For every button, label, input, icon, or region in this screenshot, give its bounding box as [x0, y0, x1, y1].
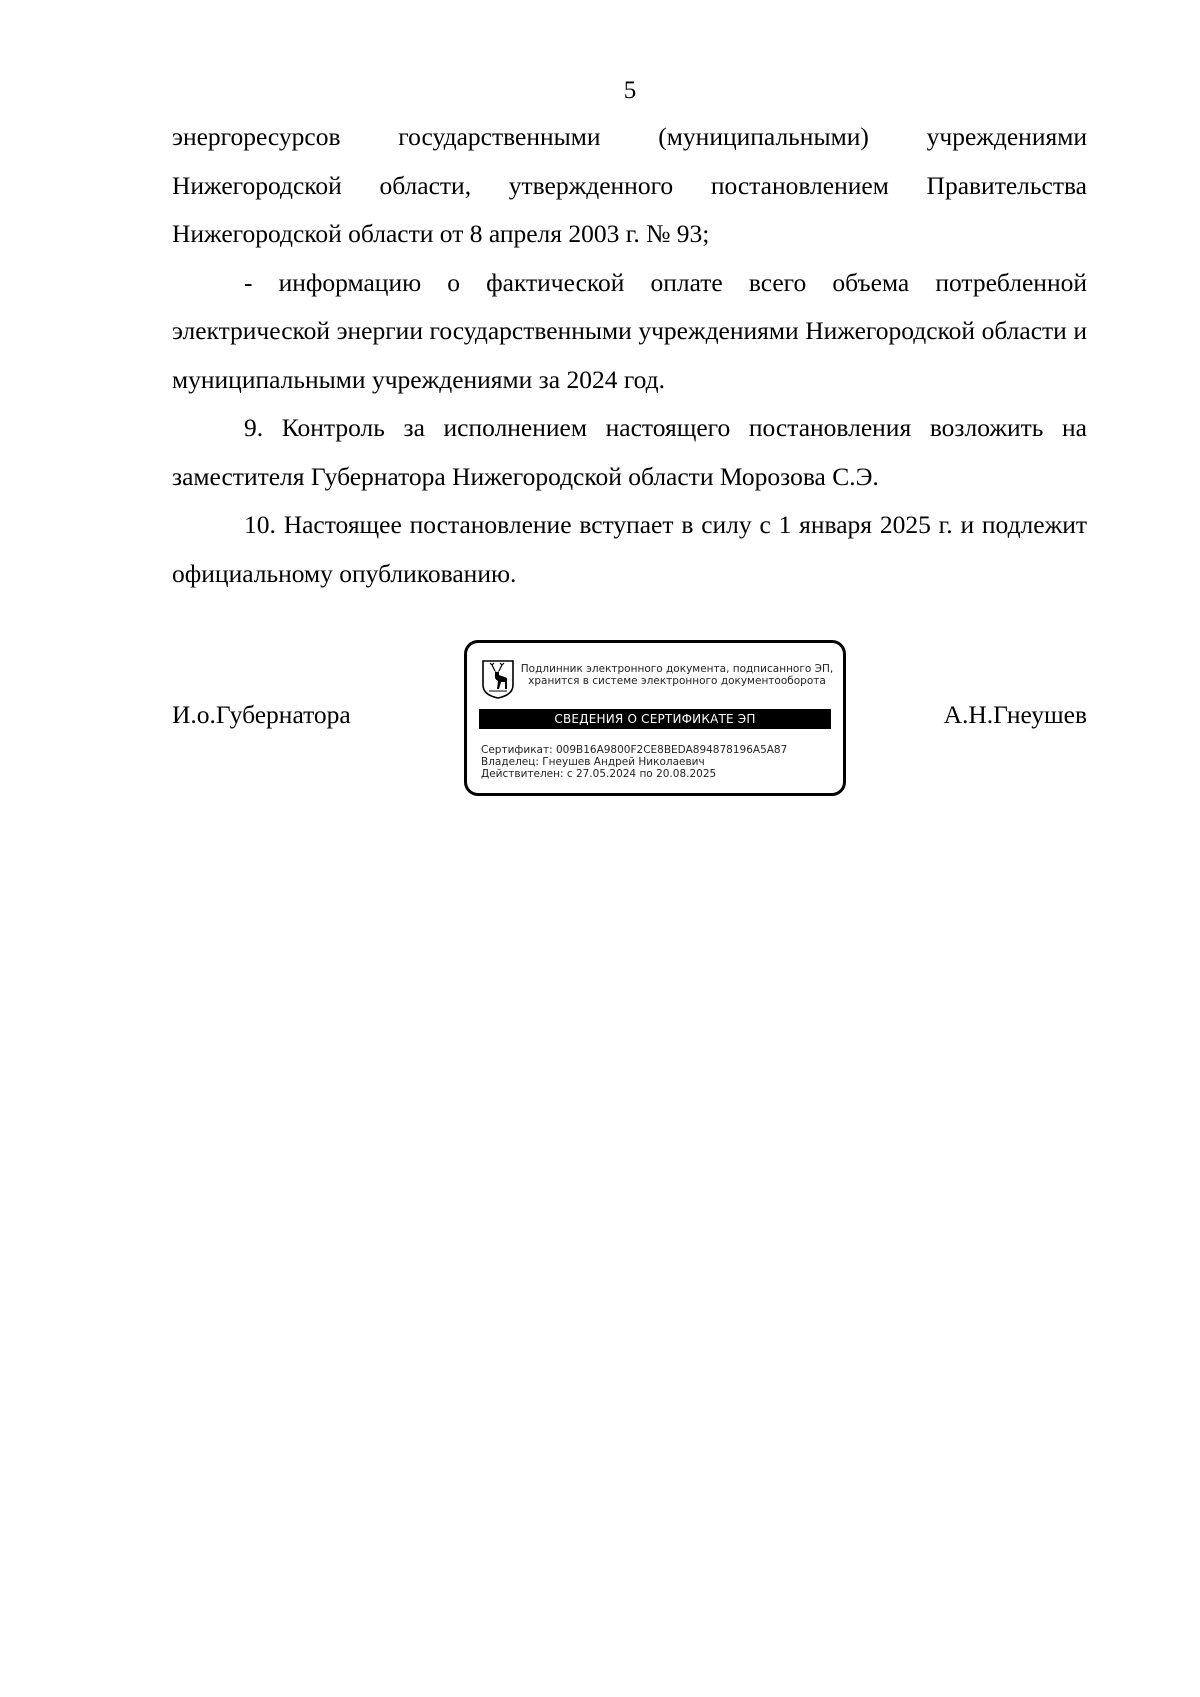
deer-emblem-icon — [481, 659, 515, 699]
paragraph-payment-info: - информацию о фактической оплате всего объема потребленной электрической энергии государственными учреждениями Нижегородской области и муниципальными учреждениями за 2024 год. — [172, 267, 1087, 394]
stamp-origin-line-2: хранится в системе электронного документооборота — [528, 675, 826, 687]
page-number: 5 — [623, 77, 637, 104]
paragraph-item-9: 9. Контроль за исполнением настоящего постановления возложить на заместителя Губернатора Нижегородской области Морозова С.Э. — [172, 413, 1087, 491]
document-body — [172, 113, 1087, 598]
electronic-signature-stamp — [464, 640, 846, 796]
stamp-certificate-details — [481, 744, 787, 780]
certificate-validity: Действителен: с 27.05.2024 по 20.08.2025 — [481, 768, 717, 780]
certificate-serial: Сертификат: 009B16A9800F2CE8BEDA894878196A5A87 — [481, 744, 788, 756]
paragraph-item-10: 10. Настоящее постановление вступает в силу с 1 января 2025 г. и подлежит официальному опубликованию. — [172, 510, 1087, 588]
stamp-certificate-header: СВЕДЕНИЯ О СЕРТИФИКАТЕ ЭП — [479, 709, 831, 729]
stamp-origin-text — [517, 663, 837, 687]
paragraph-continuation: энергоресурсов государственными (муниципальными) учреждениями Нижегородской области, утвержденного постановлением Правительства Нижегородской области от 8 апреля 2003 г. № 93; — [172, 122, 1087, 248]
stamp-origin-line-1: Подлинник электронного документа, подписанного ЭП, — [520, 663, 834, 675]
signatory-position: И.о.Губернатора — [172, 700, 351, 729]
signatory-name: А.Н.Гнеушев — [943, 700, 1087, 729]
certificate-owner: Владелец: Гнеушев Андрей Николаевич — [481, 756, 705, 768]
